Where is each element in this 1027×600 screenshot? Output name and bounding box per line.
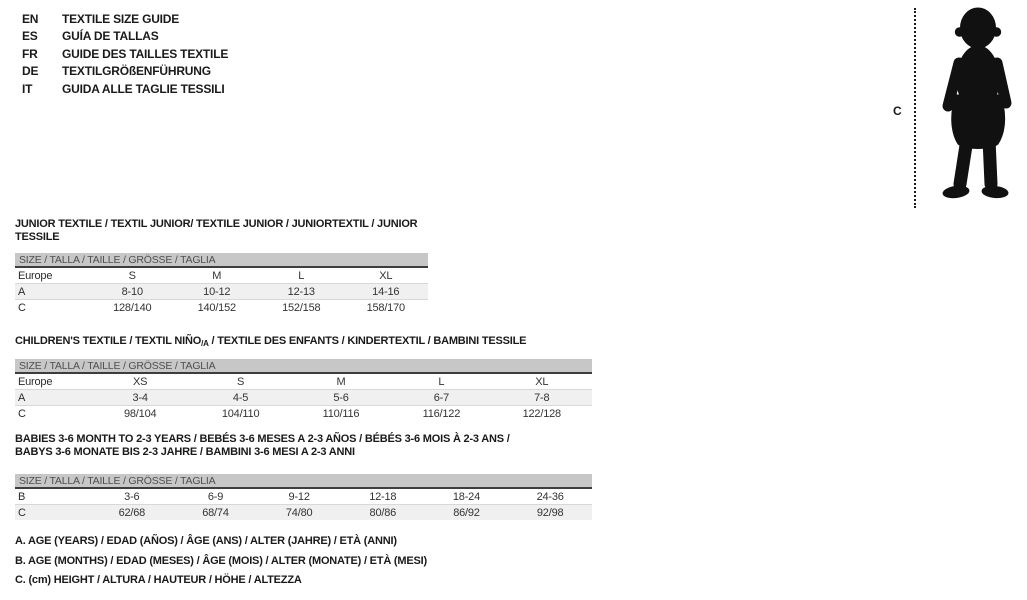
size-section [15,433,592,520]
legend-notes [15,532,427,591]
language-title: TEXTILGRÖßENFÜHRUNG [62,64,211,79]
table-cell: 7-8 [492,390,592,406]
table-cell: XS [90,374,190,390]
table-cell: M [291,374,391,390]
language-code: FR [22,46,38,61]
table-cell: 68/74 [202,506,229,519]
table-cell: 9-12 [257,489,341,505]
row-label-cell: Europe [15,374,90,390]
size-table [15,268,428,315]
table-row [15,406,592,422]
heading-text: /A [201,339,209,348]
row-label-cell: A [15,284,90,300]
heading-text: BABYS 3-6 MONATE BIS 2-3 JAHRE / BAMBINI 3-6 MESI A 2-3 ANNI [15,446,355,458]
section-heading [15,335,592,350]
table-cell: 12-13 [259,284,344,300]
language-code: EN [22,11,39,26]
section-heading-line [15,446,592,459]
table-cell: 18-24 [425,489,509,505]
table-row [15,390,592,406]
row-label-cell: C [18,506,26,519]
language-row [22,45,228,63]
size-header-bar: SIZE / TALLA / TAILLE / GRÖSSE / TAGLIA [15,359,592,374]
size-table [15,489,592,520]
language-title: GUIDA ALLE TAGLIE TESSILI [62,81,225,96]
table-cell: 8-10 [90,284,175,300]
language-code: IT [22,81,33,96]
size-header-bar: SIZE / TALLA / TAILLE / GRÖSSE / TAGLIA [15,474,592,489]
size-sections [15,218,592,520]
section-heading-line [15,335,592,350]
size-header-bar: SIZE / TALLA / TAILLE / GRÖSSE / TAGLIA [15,253,428,268]
table-cell: 92/98 [536,506,564,519]
size-table [15,374,592,421]
language-row [22,28,228,46]
row-label-cell: A [15,390,90,406]
language-code: DE [22,64,39,79]
table-cell: L [259,268,344,284]
table-cell: XL [344,268,429,284]
table-cell: 158/170 [366,301,405,314]
table-cell: M [175,268,260,284]
language-code: ES [22,29,38,44]
table-cell: 3-4 [90,390,190,406]
row-label-cell: B [15,489,90,505]
section-heading-line [15,218,428,244]
language-row [22,10,228,28]
table-cell: 62/68 [118,506,146,519]
heading-text: BABIES 3-6 MONTH TO 2-3 YEARS / BEBÉS 3-6 MESES A 2-3 AÑOS / BÉBÉS 3-6 MOIS À 2-3 ANS / [15,433,510,445]
table-cell: 4-5 [190,390,290,406]
language-row [22,63,228,81]
height-measure-dotted-line [914,8,916,208]
table-cell: 140/152 [197,301,236,314]
table-cell: 122/128 [522,407,561,420]
heading-text: / TEXTILE DES ENFANTS / KINDERTEXTIL / BAMBINI TESSILE [208,335,527,347]
legend-note: B. AGE (MONTHS) / EDAD (MESES) / ÂGE (MOIS) / ALTER (MONATE) / ETÀ (MESI) [15,554,427,567]
table-cell: 6-9 [174,489,258,505]
language-title: GUIDE DES TAILLES TEXTILE [62,46,229,61]
size-table-body [15,489,592,520]
table-cell: L [391,374,491,390]
table-cell: 3-6 [90,489,174,505]
table-cell: 74/80 [285,506,313,519]
table-cell: 12-18 [341,489,425,505]
row-label-cell: C [18,301,26,314]
table-row [15,374,592,390]
language-list [22,10,228,98]
table-cell: 152/158 [282,301,321,314]
table-row [15,489,592,505]
table-cell: S [90,268,175,284]
table-cell: S [190,374,290,390]
row-label-cell: Europe [15,268,90,284]
table-cell: XL [492,374,592,390]
baby-silhouette-figure [440,0,902,215]
height-label-c: C [893,104,902,118]
heading-text: CHILDREN'S TEXTILE / TEXTIL NIÑO [15,335,202,347]
row-label-cell: C [18,407,26,420]
table-cell: 10-12 [175,284,260,300]
table-cell: 5-6 [291,390,391,406]
table-cell: 128/140 [113,301,152,314]
table-row [15,284,428,300]
table-cell: 14-16 [344,284,429,300]
size-section [15,218,428,315]
table-cell: 6-7 [391,390,491,406]
legend-note: C. (cm) HEIGHT / ALTURA / HAUTEUR / HÖHE / ALTEZZA [15,574,302,586]
section-heading [15,218,428,244]
baby-silhouette-icon [927,3,1027,207]
table-row [15,268,428,284]
language-title: GUÍA DE TALLAS [62,29,159,44]
table-cell: 80/86 [369,506,397,519]
legend-note: A. AGE (YEARS) / EDAD (AÑOS) / ÂGE (ANS) / ALTER (JAHRE) / ETÀ (ANNI) [15,535,397,547]
table-row [15,505,592,521]
size-table-body [15,374,592,421]
size-table-body [15,268,428,315]
table-cell: 110/116 [322,407,360,420]
table-cell: 24-36 [508,489,592,505]
size-section [15,335,592,421]
table-cell: 116/122 [422,407,461,420]
table-cell: 98/104 [123,407,157,420]
table-cell: 104/110 [221,407,260,420]
table-row [15,300,428,316]
section-heading [15,433,592,459]
language-title: TEXTILE SIZE GUIDE [62,11,180,26]
language-row [22,80,228,98]
table-cell: 86/92 [453,506,480,519]
heading-text: JUNIOR TEXTILE / TEXTIL JUNIOR/ TEXTILE JUNIOR / JUNIORTEXTIL / JUNIOR TESSILE [15,218,418,243]
section-heading-line [15,433,592,446]
